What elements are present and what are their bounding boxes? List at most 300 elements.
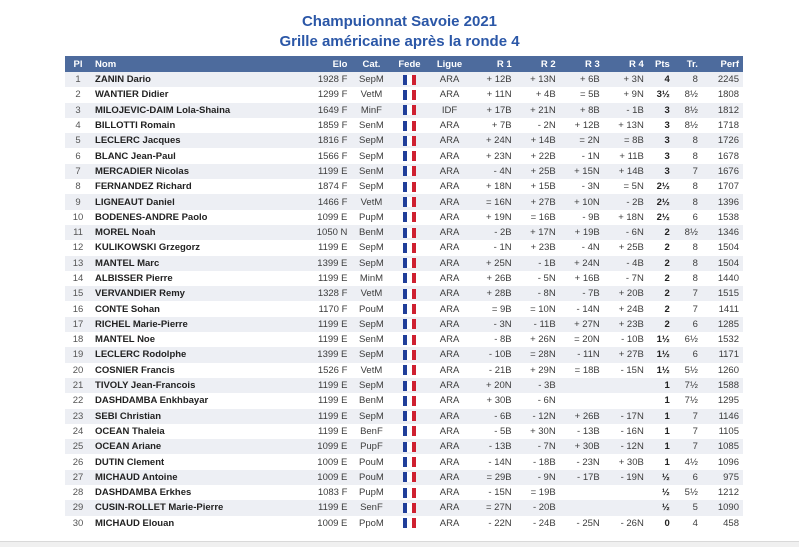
cell-tr: 6 xyxy=(692,211,698,223)
cell-pl: 9 xyxy=(75,196,81,208)
cell-elo: 1874 F xyxy=(317,181,348,193)
cell-r3: - 17B xyxy=(577,471,600,483)
table-row xyxy=(65,240,743,255)
cell-nom: WANTIER Didier xyxy=(95,89,169,101)
cell-perf: 1396 xyxy=(717,196,739,208)
cell-cat: PpoM xyxy=(359,517,384,529)
cell-pts: 1 xyxy=(664,395,670,407)
cell-perf: 1726 xyxy=(717,135,739,147)
table-row xyxy=(65,87,743,102)
cell-r3: + 19B xyxy=(574,227,600,239)
cell-nom: VERVANDIER Remy xyxy=(95,288,185,300)
cell-pl: 16 xyxy=(72,303,84,315)
cell-tr: 8 xyxy=(692,181,698,193)
table-row xyxy=(65,194,743,209)
cell-fede xyxy=(391,454,427,469)
cell-fede xyxy=(391,286,427,301)
table-row xyxy=(65,424,743,439)
cell-perf: 1105 xyxy=(718,425,739,437)
cell-fede xyxy=(391,317,427,332)
cell-nom: MANTEL Marc xyxy=(95,257,160,269)
cell-pts: 3 xyxy=(664,104,670,116)
cell-r1: - 3N xyxy=(493,318,512,330)
table-row xyxy=(65,225,743,240)
cell-tr: 8 xyxy=(692,135,698,147)
cell-perf: 1260 xyxy=(717,364,739,376)
cell-r2: + 17N xyxy=(530,227,556,239)
cell-pl: 30 xyxy=(72,517,84,529)
cell-elo: 1649 F xyxy=(317,104,348,116)
cell-perf: 1085 xyxy=(717,441,739,453)
cell-fede xyxy=(391,148,427,163)
cell-fede xyxy=(391,118,427,133)
cell-r3: - 9B xyxy=(582,211,600,223)
cell-r4: - 26N xyxy=(620,517,644,529)
cell-cat: SepM xyxy=(359,150,384,162)
cell-r4: - 2B xyxy=(626,196,644,208)
cell-nom: MICHAUD Elouan xyxy=(95,517,175,529)
cell-r2: + 27B xyxy=(530,196,556,208)
cell-r2: + 25B xyxy=(530,165,556,177)
cell-pts: 3 xyxy=(664,120,670,132)
cell-pts: 1 xyxy=(664,456,670,468)
horizontal-scrollbar[interactable] xyxy=(0,541,799,547)
cell-r1: - 15N xyxy=(488,487,512,499)
cell-pl: 11 xyxy=(73,227,83,239)
cell-elo: 1199 E xyxy=(318,502,348,514)
cell-pl: 25 xyxy=(72,441,84,453)
cell-cat: BenM xyxy=(359,395,384,407)
cell-nom: BLANC Jean-Paul xyxy=(95,150,176,162)
cell-r3: = 2N xyxy=(579,135,600,147)
cell-perf: 1212 xyxy=(717,487,739,499)
table-row xyxy=(65,439,743,454)
cell-ligue: ARA xyxy=(439,471,460,483)
column-header-nom: Nom xyxy=(91,56,295,72)
france-flag-icon xyxy=(403,121,416,131)
france-flag-icon xyxy=(403,273,416,283)
cell-cat: VetM xyxy=(360,89,383,101)
cell-r1: + 25N xyxy=(486,257,512,269)
cell-pts: 2 xyxy=(664,227,670,239)
cell-pl: 20 xyxy=(72,364,84,376)
cell-ligue: ARA xyxy=(439,181,460,193)
cell-ligue: ARA xyxy=(439,318,460,330)
cell-nom: ALBISSER Pierre xyxy=(95,273,173,284)
cell-r1: - 1N xyxy=(493,242,512,254)
cell-r4: + 3N xyxy=(623,74,644,86)
table-row xyxy=(65,256,743,271)
cell-elo: 1099 E xyxy=(317,211,348,223)
cell-ligue: ARA xyxy=(439,349,460,361)
cell-ligue: ARA xyxy=(439,211,460,223)
cell-tr: 5½ xyxy=(684,487,698,499)
cell-tr: 6 xyxy=(692,318,698,330)
cell-perf: 2245 xyxy=(717,74,739,86)
cell-nom: MICHAUD Antoine xyxy=(95,471,178,483)
cell-elo: 1199 E xyxy=(318,165,348,177)
cell-ligue: ARA xyxy=(439,150,460,162)
cell-tr: 7½ xyxy=(684,380,698,392)
cell-pts: 2 xyxy=(664,288,670,300)
cell-elo: 1566 F xyxy=(317,150,348,162)
cell-ligue: ARA xyxy=(439,364,460,376)
cell-r4: - 15N xyxy=(620,364,644,376)
table-row xyxy=(65,378,743,393)
france-flag-icon xyxy=(403,472,416,482)
cell-cat: PupM xyxy=(359,211,384,223)
cell-r1: + 24N xyxy=(486,135,512,147)
cell-tr: 7 xyxy=(692,165,698,177)
cell-r1: + 30B xyxy=(486,395,512,407)
cell-elo: 1199 E xyxy=(318,395,348,407)
table-row xyxy=(65,271,743,286)
cell-fede xyxy=(391,210,427,225)
table-row xyxy=(65,470,743,485)
column-header-perf: Perf xyxy=(702,56,743,72)
cell-pl: 17 xyxy=(72,318,84,330)
cell-elo: 1299 F xyxy=(317,89,348,101)
column-header-r3: R 3 xyxy=(560,56,604,72)
cell-elo: 1199 E xyxy=(318,425,348,437)
cell-ligue: ARA xyxy=(439,487,460,499)
cell-r1: + 18N xyxy=(486,181,512,193)
cell-ligue: ARA xyxy=(439,425,460,437)
cell-r1: - 2B xyxy=(494,227,512,239)
cell-fede xyxy=(391,240,427,255)
cell-ligue: ARA xyxy=(439,334,460,346)
cell-cat: SepM xyxy=(359,380,384,392)
france-flag-icon xyxy=(403,212,416,222)
france-flag-icon xyxy=(403,197,416,207)
cell-ligue: ARA xyxy=(439,89,460,101)
france-flag-icon xyxy=(403,335,416,345)
cell-fede xyxy=(391,133,427,148)
cell-ligue: ARA xyxy=(439,257,460,269)
cell-r4: = 8B xyxy=(624,135,644,147)
cell-perf: 1504 xyxy=(717,242,739,254)
cell-r4: = 5N xyxy=(623,181,644,193)
table-row xyxy=(65,210,743,225)
cell-pl: 10 xyxy=(72,211,84,223)
cell-r3: = 20N xyxy=(574,334,600,346)
france-flag-icon xyxy=(403,289,416,299)
cell-r2: - 24B xyxy=(532,517,556,529)
cell-tr: 7 xyxy=(692,288,698,300)
cell-elo: 1009 E xyxy=(317,456,348,468)
cell-r1: - 6B xyxy=(494,410,512,422)
france-flag-icon xyxy=(403,365,416,375)
cell-nom: ZANIN Dario xyxy=(95,74,151,86)
cell-cat: SenF xyxy=(360,502,383,514)
cell-fede xyxy=(391,271,427,286)
cell-fede xyxy=(391,363,427,378)
cell-r3: + 6B xyxy=(579,74,600,86)
table-row xyxy=(65,164,743,179)
cell-r1: + 7B xyxy=(491,120,512,132)
cell-r2: + 15B xyxy=(530,181,556,193)
cell-r1: + 28B xyxy=(486,288,512,300)
cell-pl: 5 xyxy=(75,135,81,147)
cell-r3: + 26B xyxy=(574,410,600,422)
cell-r2: - 20B xyxy=(532,502,556,514)
cell-r2: - 5N xyxy=(537,273,556,284)
cell-nom: COSNIER Francis xyxy=(95,364,175,376)
cell-r3: - 25N xyxy=(576,517,600,529)
cell-perf: 1090 xyxy=(717,502,739,514)
cell-tr: 4 xyxy=(692,517,698,529)
cell-fede xyxy=(391,103,427,118)
cell-elo: 1199 E xyxy=(318,334,348,346)
cell-r3: + 30B xyxy=(574,441,600,453)
cell-pts: 2 xyxy=(664,273,670,284)
cell-perf: 1718 xyxy=(717,120,739,132)
cell-elo: 1199 E xyxy=(318,273,348,284)
cell-r3: + 27N xyxy=(574,318,600,330)
cell-r2: + 26N xyxy=(530,334,556,346)
cell-elo: 1328 F xyxy=(317,288,348,300)
report-header xyxy=(0,0,799,52)
table-row xyxy=(65,133,743,148)
cell-elo: 1099 E xyxy=(317,441,348,453)
cell-pts: ½ xyxy=(661,471,670,483)
cell-r4: - 17N xyxy=(620,410,644,422)
cell-cat: SepM xyxy=(359,318,384,330)
cell-r1: - 21B xyxy=(488,364,512,376)
cell-r4 xyxy=(604,500,648,515)
cell-elo: 1009 E xyxy=(317,517,348,529)
cell-r1: + 12B xyxy=(486,74,512,86)
france-flag-icon xyxy=(403,350,416,360)
cell-r1: = 29B xyxy=(486,471,512,483)
cell-r4: - 1B xyxy=(626,104,644,116)
cell-tr: 8 xyxy=(692,257,698,269)
cell-r3: - 4N xyxy=(581,242,600,254)
cell-pts: 1½ xyxy=(656,364,670,376)
cell-elo: 1199 E xyxy=(318,318,348,330)
france-flag-icon xyxy=(403,503,416,513)
cell-tr: 7 xyxy=(692,410,698,422)
column-header-r4: R 4 xyxy=(604,56,648,72)
cell-pts: 1 xyxy=(664,380,670,392)
cell-perf: 1707 xyxy=(717,181,739,193)
cell-elo: 1050 N xyxy=(316,227,348,239)
cell-nom: CUSIN-ROLLET Marie-Pierre xyxy=(95,502,224,514)
cell-perf: 1515 xyxy=(717,288,739,300)
cell-nom: OCEAN Ariane xyxy=(95,441,162,453)
cell-r3 xyxy=(560,378,604,393)
cell-r1: = 27N xyxy=(486,502,512,514)
cell-tr: 8½ xyxy=(684,89,698,101)
cell-r3: - 14N xyxy=(576,303,600,315)
cell-cat: MinM xyxy=(359,273,384,284)
cell-cat: SepM xyxy=(359,181,384,193)
cell-tr: 4½ xyxy=(684,456,698,468)
cell-ligue: ARA xyxy=(439,303,460,315)
cell-nom: LECLERC Jacques xyxy=(95,135,181,147)
cell-elo: 1928 F xyxy=(317,74,348,86)
cell-r4: - 19N xyxy=(620,471,644,483)
cell-nom: MERCADIER Nicolas xyxy=(95,165,189,177)
cell-ligue: ARA xyxy=(439,135,460,147)
cell-r3 xyxy=(560,485,604,500)
cell-r2: + 14B xyxy=(530,135,556,147)
cell-fede xyxy=(391,87,427,102)
cell-tr: 7 xyxy=(692,425,698,437)
cell-r4 xyxy=(604,378,648,393)
cell-cat: PupF xyxy=(360,441,383,453)
column-header-tr: Tr. xyxy=(674,56,702,72)
cell-r4: + 27B xyxy=(618,349,644,361)
cell-elo: 1526 F xyxy=(317,364,348,376)
cell-cat: PouM xyxy=(359,303,384,315)
cell-fede xyxy=(391,256,427,271)
cell-nom: LECLERC Rodolphe xyxy=(95,349,187,361)
cell-ligue: ARA xyxy=(439,441,460,453)
cell-pts: 3 xyxy=(664,150,670,162)
cell-r4: - 16N xyxy=(620,425,644,437)
cell-elo: 1083 F xyxy=(317,487,348,499)
cell-pts: 3 xyxy=(664,135,670,147)
cell-r4: - 7N xyxy=(625,273,644,284)
cell-nom: KULIKOWSKI Grzegorz xyxy=(95,242,201,254)
cell-ligue: ARA xyxy=(439,410,460,422)
cell-r3: - 7B xyxy=(582,288,600,300)
cell-perf: 975 xyxy=(723,471,739,483)
cell-r4: + 24B xyxy=(618,303,644,315)
cell-pl: 23 xyxy=(72,410,84,422)
france-flag-icon xyxy=(403,136,416,146)
cell-pl: 6 xyxy=(75,150,81,162)
table-header-row xyxy=(65,56,743,72)
cell-nom: RICHEL Marie-Pierre xyxy=(95,318,188,330)
cell-nom: MOREL Noah xyxy=(95,227,156,239)
cell-tr: 8 xyxy=(692,196,698,208)
cell-perf: 1678 xyxy=(717,150,739,162)
cell-tr: 7½ xyxy=(684,395,698,407)
cell-pl: 26 xyxy=(72,456,84,468)
cell-pl: 2 xyxy=(75,89,81,101)
cell-pts: ½ xyxy=(661,502,670,514)
cell-r4: + 20B xyxy=(618,288,644,300)
cell-fede xyxy=(391,301,427,316)
cell-ligue: ARA xyxy=(439,196,460,208)
table-row xyxy=(65,332,743,347)
cell-fede xyxy=(391,72,427,87)
table-row xyxy=(65,179,743,194)
cell-tr: 8 xyxy=(692,74,698,86)
cell-elo: 1816 F xyxy=(317,135,348,147)
cell-pts: 2½ xyxy=(656,211,670,223)
cell-cat: VetM xyxy=(360,364,383,376)
cell-fede xyxy=(391,500,427,515)
cell-perf: 1812 xyxy=(717,104,739,116)
cell-nom: SEBI Christian xyxy=(95,410,162,422)
table-row xyxy=(65,148,743,163)
cell-elo: 1199 E xyxy=(318,242,348,254)
cell-r2: = 16B xyxy=(530,211,556,223)
cell-r3: - 11N xyxy=(577,349,600,361)
cell-r3: + 8B xyxy=(579,104,600,116)
table-row xyxy=(65,454,743,469)
cell-fede xyxy=(391,393,427,408)
cell-r1: - 13B xyxy=(488,441,512,453)
column-header-r2: R 2 xyxy=(516,56,560,72)
cell-r1: - 4N xyxy=(493,165,512,177)
cell-pl: 19 xyxy=(72,349,84,361)
cell-tr: 5 xyxy=(692,502,698,514)
cell-r1: - 14N xyxy=(488,456,512,468)
cell-cat: VetM xyxy=(360,288,383,300)
france-flag-icon xyxy=(403,488,416,498)
cell-perf: 1538 xyxy=(717,211,739,223)
cell-tr: 6½ xyxy=(684,334,698,346)
france-flag-icon xyxy=(403,518,416,528)
cell-r1: - 8B xyxy=(494,334,512,346)
france-flag-icon xyxy=(403,90,416,100)
cell-r2: = 28N xyxy=(530,349,556,361)
cell-r4: + 14B xyxy=(618,165,644,177)
table-row xyxy=(65,393,743,408)
table-row xyxy=(65,103,743,118)
cell-r2: - 2N xyxy=(537,120,556,132)
france-flag-icon xyxy=(403,75,416,85)
cell-pts: 2 xyxy=(664,303,670,315)
cell-elo: 1859 F xyxy=(317,120,348,132)
cell-nom: CONTE Sohan xyxy=(95,303,160,315)
cell-perf: 1440 xyxy=(717,273,739,284)
cell-ligue: IDF xyxy=(441,104,458,116)
cell-perf: 1504 xyxy=(717,257,739,269)
column-header-fede: Fede xyxy=(391,56,427,72)
cell-perf: 1171 xyxy=(718,349,739,361)
cell-cat: PupM xyxy=(359,487,384,499)
cell-ligue: ARA xyxy=(439,74,460,86)
cell-r4: + 9N xyxy=(623,89,644,101)
table-row xyxy=(65,516,743,531)
table-row xyxy=(65,500,743,515)
cell-pl: 14 xyxy=(72,273,84,284)
cell-perf: 1346 xyxy=(717,227,739,239)
cell-ligue: ARA xyxy=(439,395,460,407)
cell-r3: - 3N xyxy=(581,181,600,193)
cell-r2: - 8N xyxy=(537,288,556,300)
cell-r3: = 18B xyxy=(574,364,600,376)
cell-fede xyxy=(391,470,427,485)
cell-perf: 458 xyxy=(723,517,739,529)
cell-pl: 3 xyxy=(75,104,81,116)
cell-pts: 1 xyxy=(664,425,670,437)
cell-r2: + 23B xyxy=(530,242,556,254)
france-flag-icon xyxy=(403,105,416,115)
cell-r1: + 20N xyxy=(486,380,512,392)
cell-perf: 1532 xyxy=(717,334,739,346)
standings-table-container xyxy=(65,56,743,531)
cell-fede xyxy=(391,225,427,240)
cell-r1: - 10B xyxy=(488,349,512,361)
cell-pts: 2 xyxy=(664,257,670,269)
cell-nom: DASHDAMBA Erkhes xyxy=(95,487,192,499)
cell-pl: 13 xyxy=(72,257,84,269)
cell-r3: - 23N xyxy=(576,456,600,468)
cell-r2: - 6N xyxy=(537,395,556,407)
cell-r3: + 12B xyxy=(574,120,600,132)
cell-cat: MinF xyxy=(360,104,382,116)
cell-tr: 5½ xyxy=(684,364,698,376)
cell-cat: BenF xyxy=(360,425,383,437)
cell-elo: 1399 E xyxy=(317,349,348,361)
table-row xyxy=(65,286,743,301)
